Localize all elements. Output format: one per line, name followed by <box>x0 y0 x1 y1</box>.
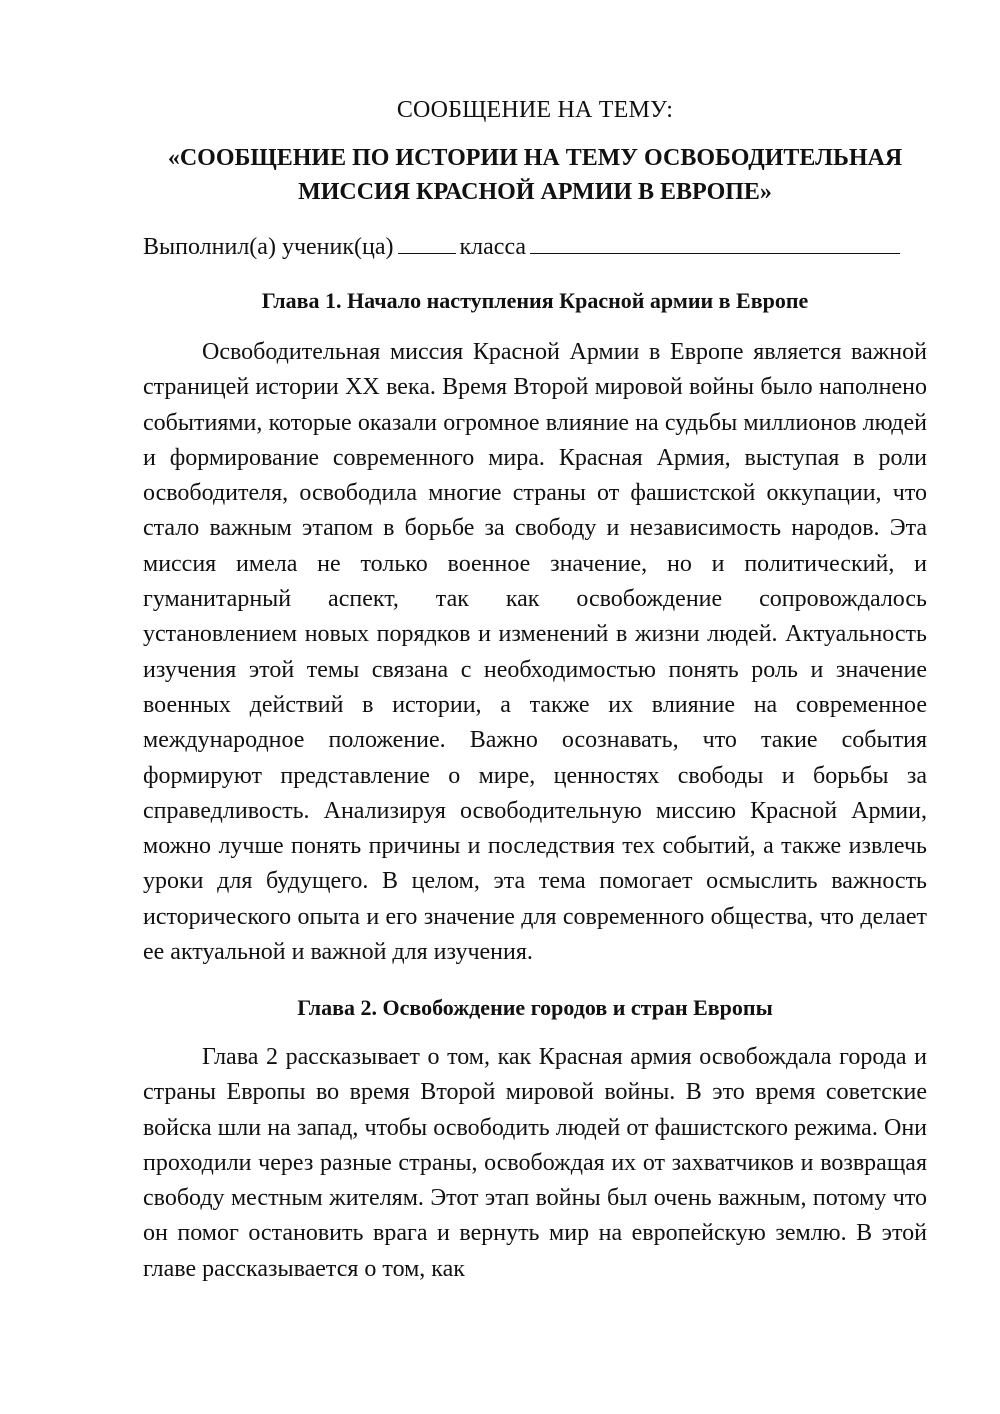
name-blank <box>530 231 900 254</box>
report-title <box>143 141 927 209</box>
report-title-line: «СООБЩЕНИЕ ПО ИСТОРИИ НА ТЕМУ ОСВОБОДИТЕЛЬНАЯ <box>167 145 903 171</box>
chapter-2-paragraph: Глава 2 рассказывает о том, как Красная армия освобождала города и страны Европы во время Второй мировой войны. В это время советские войска шли на запад, чтобы освободить людей от фашистского режима. Они проходили через разные страны, освобождая их от захватчиков и возвращая свободу местным жителям. Этот этап войны был очень важным, потому что он помог остановить врага и вернуть мир на европейскую землю. В этой главе рассказывается о том, как <box>143 1044 927 1282</box>
report-title-line: МИССИЯ КРАСНОЙ АРМИИ В ЕВРОПЕ» <box>298 179 772 205</box>
chapter-2-heading: Глава 2. Освобождение городов и стран Европы <box>297 995 773 1020</box>
performer-line <box>143 231 927 262</box>
class-label: класса <box>459 234 527 260</box>
document-top-heading: СООБЩЕНИЕ НА ТЕМУ: <box>396 97 674 123</box>
chapter-1-heading: Глава 1. Начало наступления Красной армии в Европе <box>261 288 809 313</box>
performer-label: Выполнил(а) ученик(ца) <box>143 234 394 260</box>
chapter-1-paragraph: Освободительная миссия Красной Армии в Европе является важной страницей истории XX века. Время Второй мировой войны было наполнено событиями, которые оказали огромное влияние на судьбы миллионов людей и формирование современного мира. Красная Армия, выступая в роли освободителя, освободила многие страны от фашистской оккупации, что стало важным этапом в борьбе за свободу и независимость народов. Эта миссия имела не только военное значение, но и политический, и гуманитарный аспект, так как освобождение сопровождалось установлением новых порядков и изменений в жизни людей. Актуальность изучения этой темы связана с необходимостью понять роль и значение военных действий в истории, а также их влияние на современное международное положение. Важно осознавать, что такие события формируют представление о мире, ценностях свободы и борьбы за справедливость. Анализируя освободительную миссию Красной Армии, можно лучше понять причины и последствия тех событий, а также извлечь уроки для будущего. В целом, эта тема помогает осмыслить важность исторического опыта и его значение для современного общества, что делает ее актуальной и важной для изучения. <box>143 339 927 966</box>
grade-blank <box>398 231 456 254</box>
